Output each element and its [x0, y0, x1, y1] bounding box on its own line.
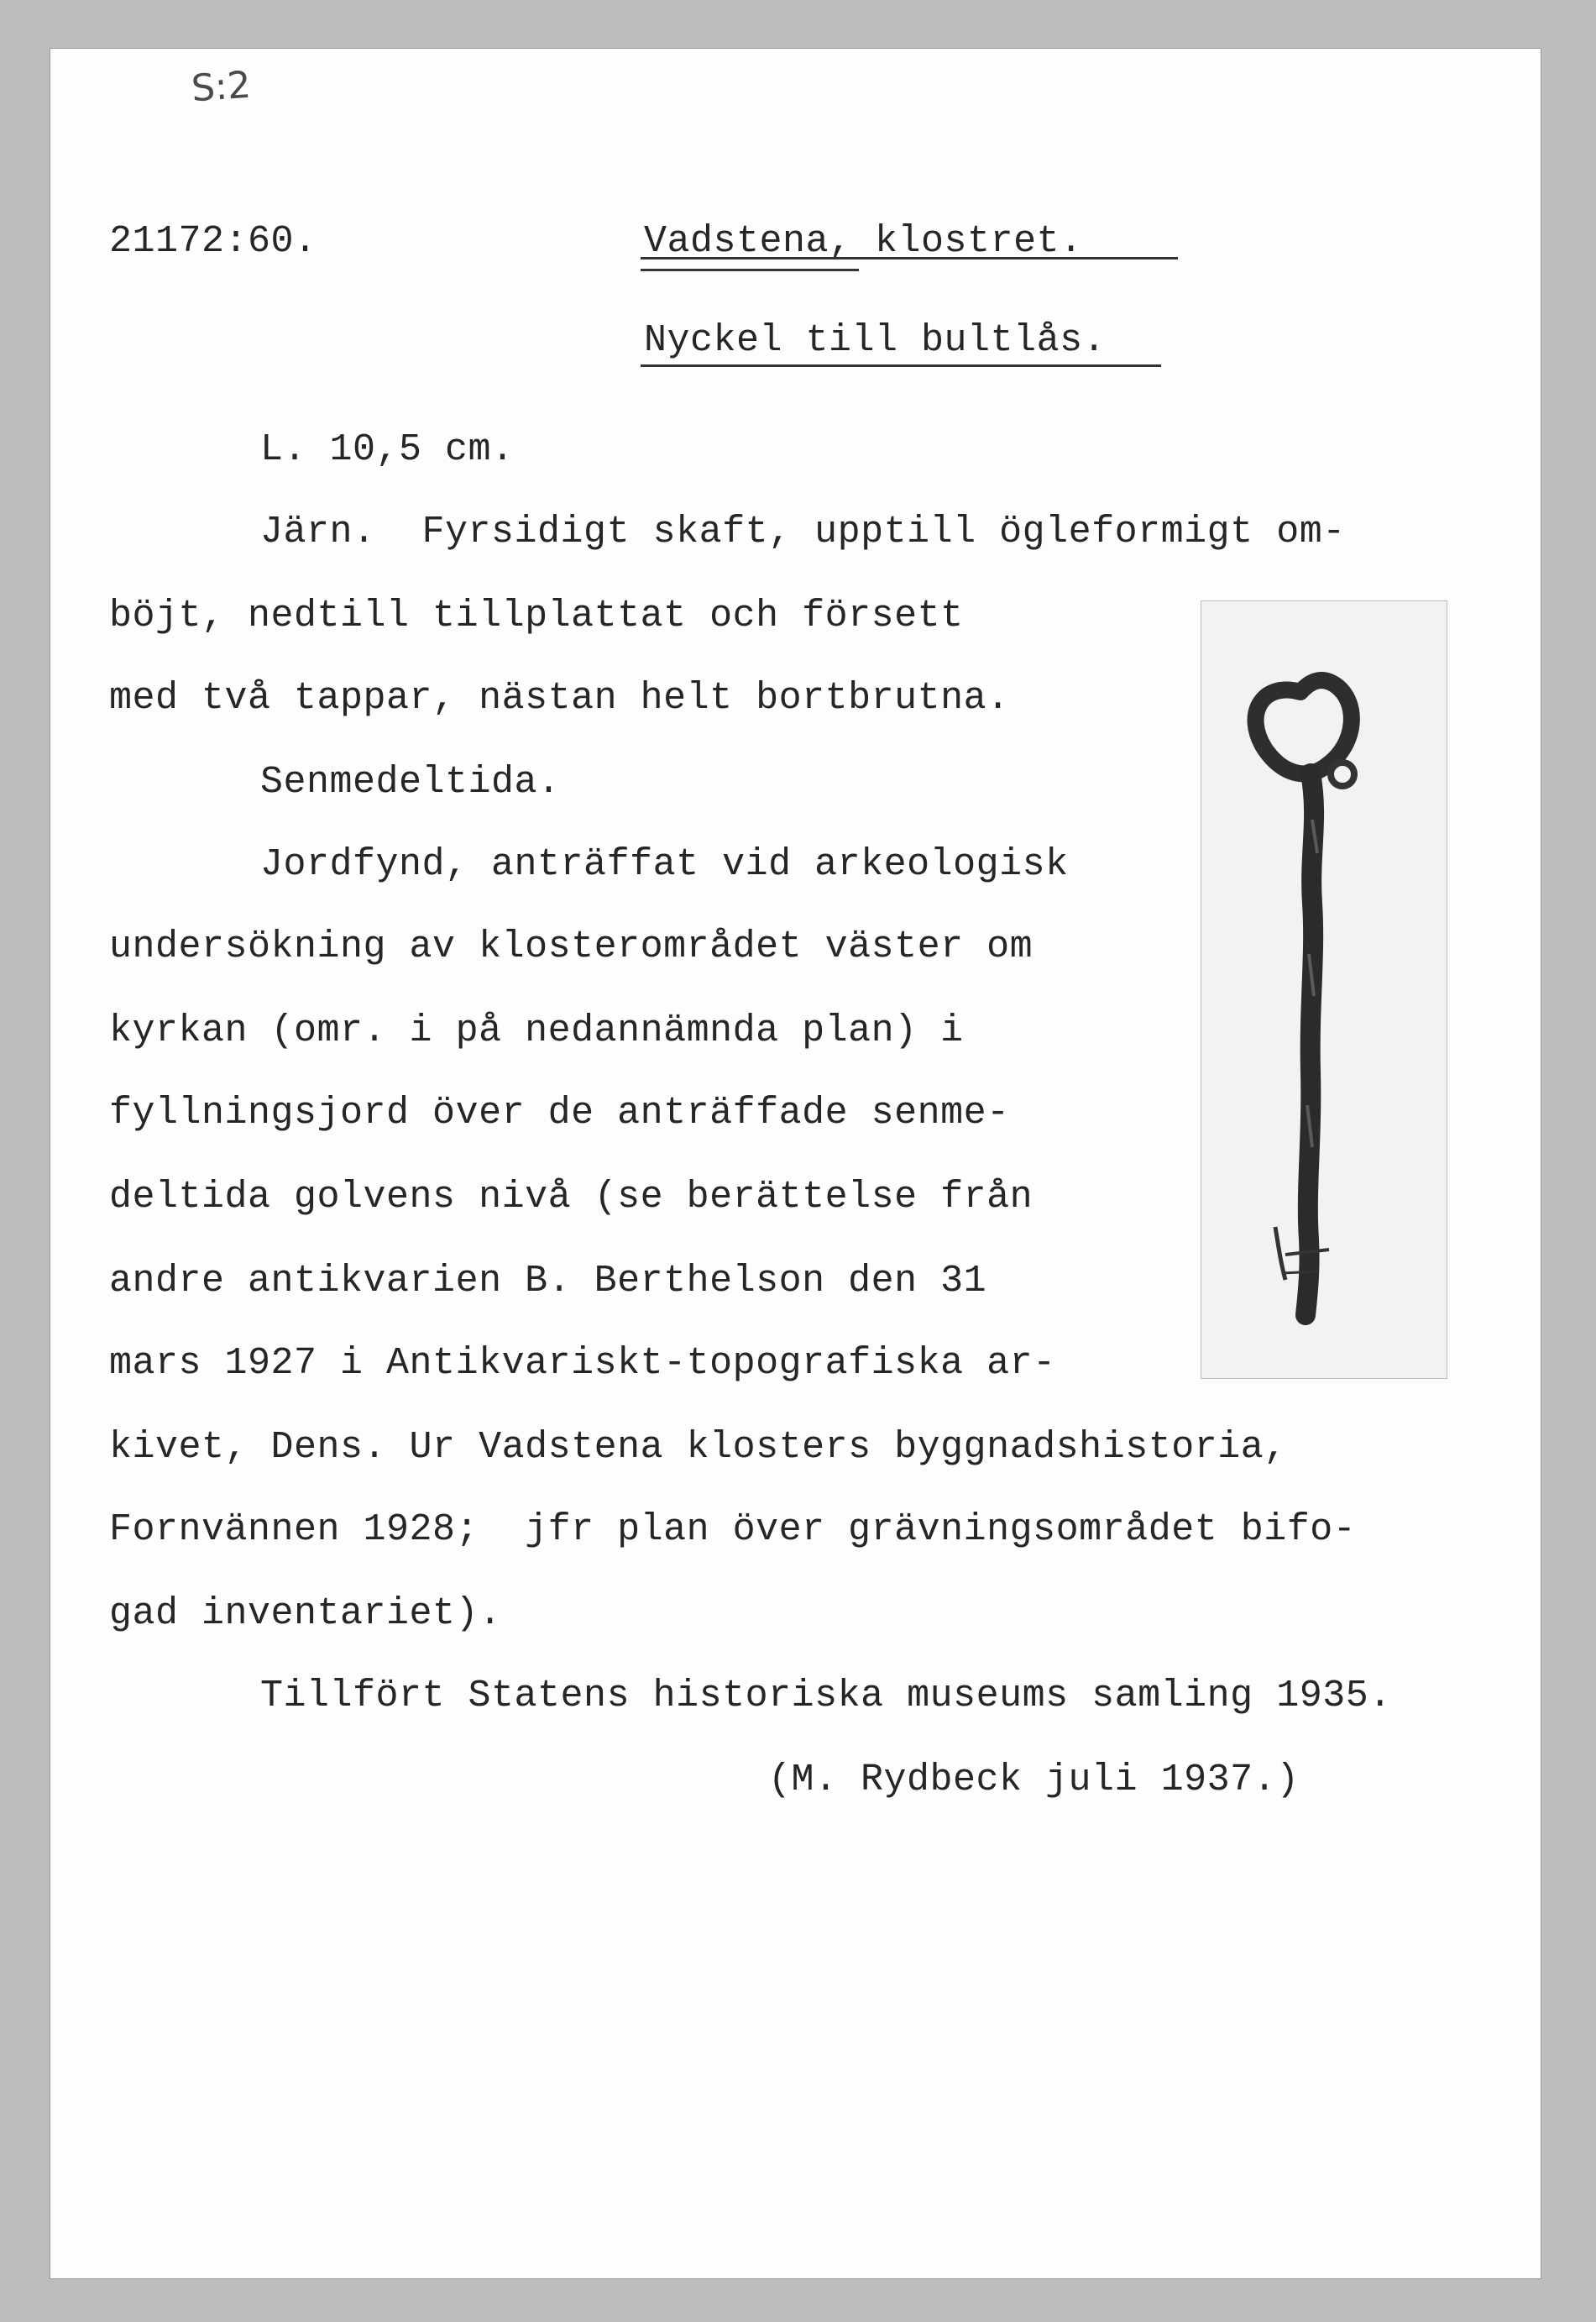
description-line-5: Jordfynd, anträffat vid arkeologisk	[260, 843, 1069, 886]
signature-line: (M. Rydbeck juli 1937.)	[768, 1759, 1300, 1801]
title-underline	[641, 364, 1161, 367]
place-heading: Vadstena, klostret.	[644, 220, 1083, 263]
place-underline	[641, 269, 859, 271]
place-underline-long	[641, 257, 1178, 259]
description-line-10: andre antikvarien B. Berthelson den 31	[109, 1260, 987, 1303]
length-line: L. 10,5 cm.	[260, 428, 515, 471]
acquisition-line: Tillfört Statens historiska museums samling 1935.	[260, 1675, 1392, 1717]
description-line-12: kivet, Dens. Ur Vadstena klosters byggnadshistoria,	[109, 1426, 1287, 1469]
iron-key-icon	[1201, 601, 1447, 1378]
description-line-13: Fornvännen 1928; jfr plan över grävningsområdet bifo-	[109, 1508, 1357, 1551]
description-line-3: med två tappar, nästan helt bortbrutna.	[109, 677, 1010, 720]
catalog-number: 21172:60.	[109, 220, 317, 263]
catalog-card	[50, 49, 1541, 2278]
description-line-7: kyrkan (omr. i på nedannämnda plan) i	[109, 1009, 964, 1052]
corner-mark: S:2	[190, 63, 253, 111]
object-title: Nyckel till bultlås.	[644, 319, 1107, 362]
dating-line: Senmedeltida.	[260, 761, 561, 804]
description-line-14: gad inventariet).	[109, 1592, 502, 1635]
description-line-2: böjt, nedtill tillplattat och försett	[109, 595, 964, 637]
key-photo	[1201, 600, 1447, 1379]
description-line-6: undersökning av klosterområdet väster om	[109, 925, 1033, 968]
description-line-1: Järn. Fyrsidigt skaft, upptill ögleformigt om-	[260, 511, 1346, 553]
description-line-8: fyllningsjord över de anträffade senme-	[109, 1092, 1010, 1135]
description-line-11: mars 1927 i Antikvariskt-topografiska ar-	[109, 1342, 1056, 1385]
description-line-9: deltida golvens nivå (se berättelse från	[109, 1176, 1033, 1219]
